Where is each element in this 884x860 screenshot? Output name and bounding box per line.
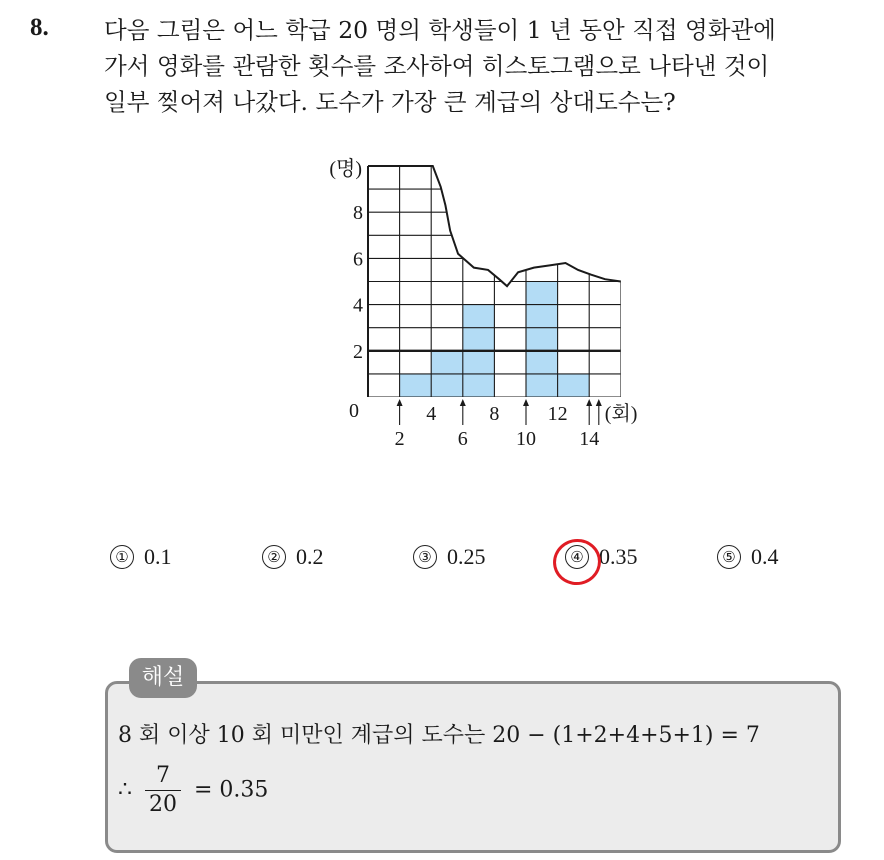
- fraction-denominator: 20: [149, 792, 177, 817]
- choice-value: 0.2: [296, 544, 324, 569]
- y-tick-label: 8: [353, 202, 363, 225]
- choice-2[interactable]: [262, 544, 324, 570]
- explanation-fraction-line: [118, 762, 268, 819]
- question-line: 일부 찢어져 나갔다. 도수가 가장 큰 계급의 상대도수는?: [104, 88, 676, 116]
- histogram-bar: [400, 374, 432, 397]
- y-tick-label: 4: [353, 294, 363, 317]
- choice-value: 0.25: [447, 544, 486, 569]
- question-text: [104, 12, 864, 120]
- fraction-result: = 0.35: [194, 777, 269, 803]
- choice-mark: ①: [110, 545, 134, 569]
- arrow-head: [586, 399, 592, 406]
- choice-5[interactable]: [717, 544, 779, 570]
- y-axis-label: (명): [329, 158, 362, 181]
- x-tick-label: 10: [516, 428, 536, 450]
- choice-value: 0.35: [599, 544, 638, 569]
- choice-mark: ④: [565, 545, 589, 569]
- question-number: 8.: [30, 14, 49, 41]
- fraction-numerator: 7: [145, 762, 181, 791]
- y-tick-label: 2: [353, 340, 363, 363]
- choice-value: 0.4: [751, 544, 779, 569]
- choice-value: 0.1: [144, 544, 172, 569]
- explanation-line: 8 회 이상 10 회 미만인 계급의 도수는 20 − (1+2+4+5+1) = 7: [118, 723, 760, 748]
- grid: [368, 166, 621, 397]
- question-line: 가서 영화를 관람한 횟수를 조사하여 히스토그램으로 나타낸 것이: [104, 52, 770, 80]
- x-tick-label: 4: [426, 403, 437, 425]
- question-line: 다음 그림은 어느 학급 20 명의 학생들이 1 년 동안 직접 영화관에: [104, 16, 776, 44]
- torn-edge: [368, 166, 621, 286]
- arrow-head: [596, 399, 602, 406]
- answer-choices: [0, 544, 884, 578]
- y-tick-label: 6: [353, 248, 363, 271]
- x-tick-label: 8: [489, 403, 500, 425]
- x-tick-label: 12: [547, 403, 568, 425]
- torn-histogram: [300, 150, 660, 460]
- selected-answer-circle: [549, 535, 606, 590]
- x-tick-label: 14: [579, 428, 600, 450]
- explanation-tab: 해설: [129, 658, 197, 698]
- arrow-head: [523, 399, 529, 406]
- x-axis-label: (회): [604, 403, 638, 425]
- choice-1[interactable]: [110, 544, 172, 570]
- arrow-head: [460, 399, 466, 406]
- y-tick-label: 0: [349, 400, 359, 422]
- histogram-bar: [526, 282, 558, 398]
- fraction: [145, 762, 181, 819]
- choice-mark: ⑤: [717, 545, 741, 569]
- arrow-head: [397, 399, 403, 406]
- choice-mark: ②: [262, 545, 286, 569]
- choice-mark: ③: [413, 545, 437, 569]
- x-tick-label: 6: [457, 428, 468, 450]
- therefore-symbol: ∴: [118, 777, 132, 803]
- x-tick-label: 2: [394, 428, 405, 450]
- choice-3[interactable]: [413, 544, 486, 570]
- histogram-bar: [558, 374, 590, 397]
